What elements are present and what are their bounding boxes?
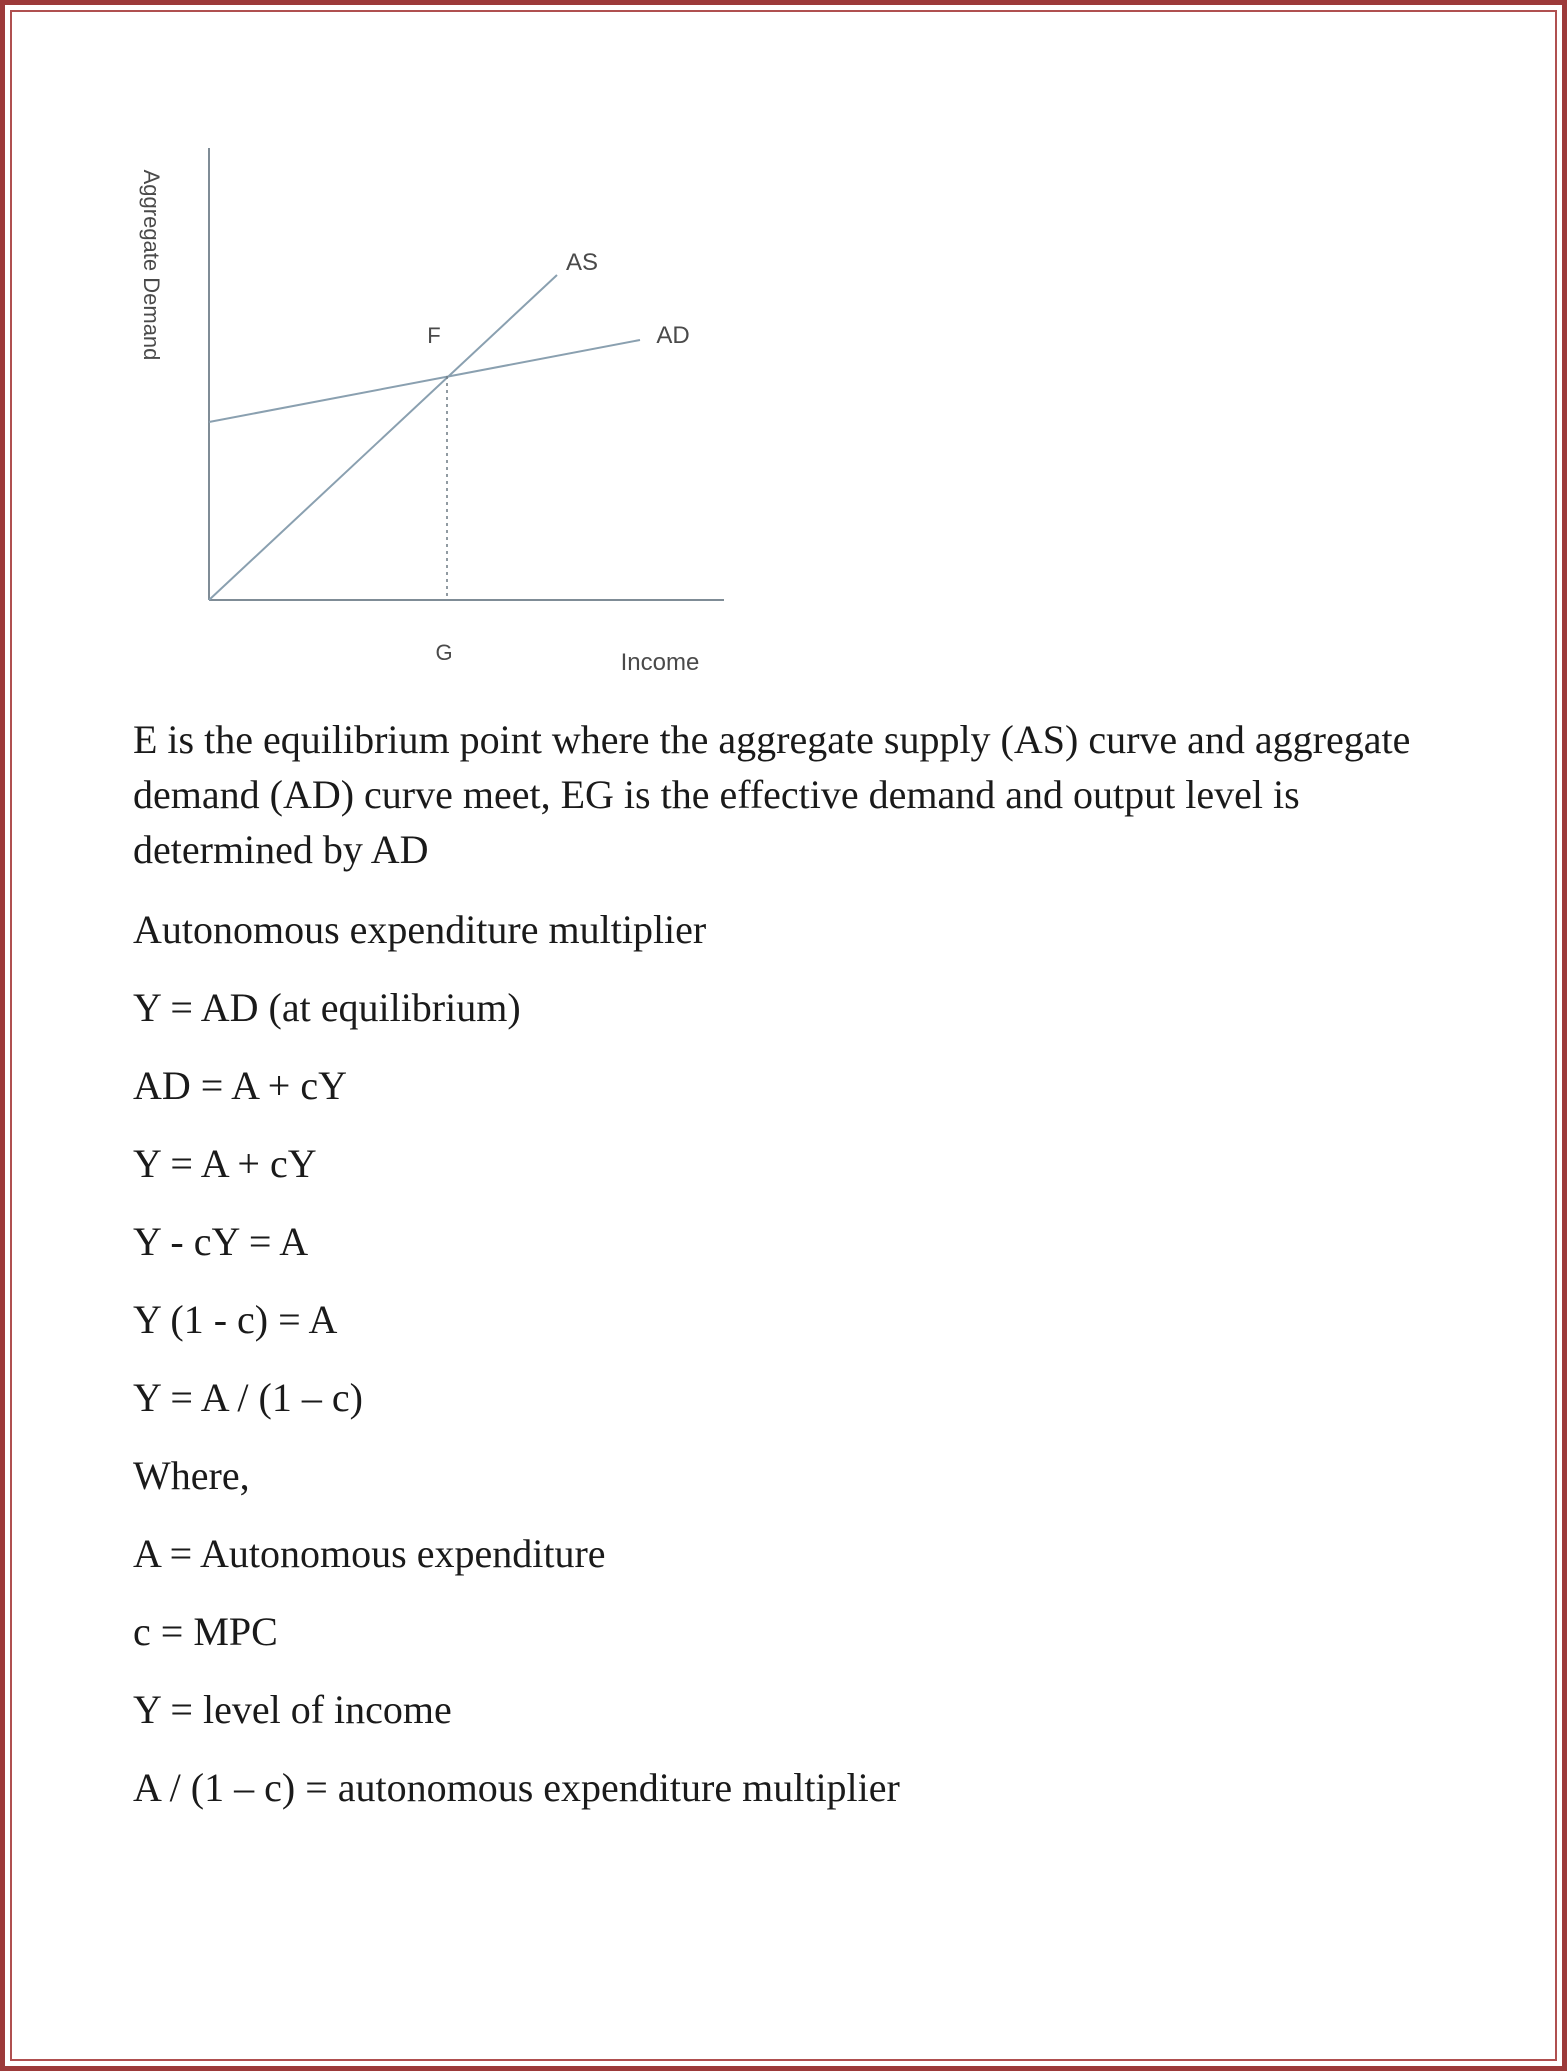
- equation-line: Y = A + cY: [133, 1141, 317, 1186]
- equation-line: Y = A / (1 – c): [133, 1375, 363, 1420]
- equilibrium-diagram: [120, 130, 760, 700]
- y-axis-label: Aggregate Demand: [139, 169, 164, 361]
- where-label: Where,: [133, 1453, 250, 1498]
- equation-line: Y = AD (at equilibrium): [133, 985, 521, 1030]
- as-curve: [209, 275, 557, 600]
- equation-line: Y (1 - c) = A: [133, 1297, 338, 1342]
- definition-line: A = Autonomous expenditure: [133, 1531, 606, 1576]
- definition-line: c = MPC: [133, 1609, 278, 1654]
- definition-line: Y = level of income: [133, 1687, 452, 1732]
- equation-line: Y - cY = A: [133, 1219, 309, 1264]
- ad-curve: [209, 340, 640, 422]
- intro-paragraph: E is the equilibrium point where the aggregate supply (AS) curve and aggregate demand (AD) curve meet, EG is the effective demand and output level is determined by AD: [133, 717, 1411, 872]
- multiplier-heading: Autonomous expenditure multiplier: [133, 907, 707, 952]
- point-g-label: G: [435, 640, 453, 665]
- point-f-label: F: [427, 323, 441, 348]
- as-label: AS: [565, 249, 599, 276]
- x-axis-label: Income: [620, 649, 700, 676]
- definition-line: A / (1 – c) = autonomous expenditure multiplier: [133, 1765, 900, 1810]
- ad-label: AD: [656, 322, 690, 349]
- equation-line: AD = A + cY: [133, 1063, 348, 1108]
